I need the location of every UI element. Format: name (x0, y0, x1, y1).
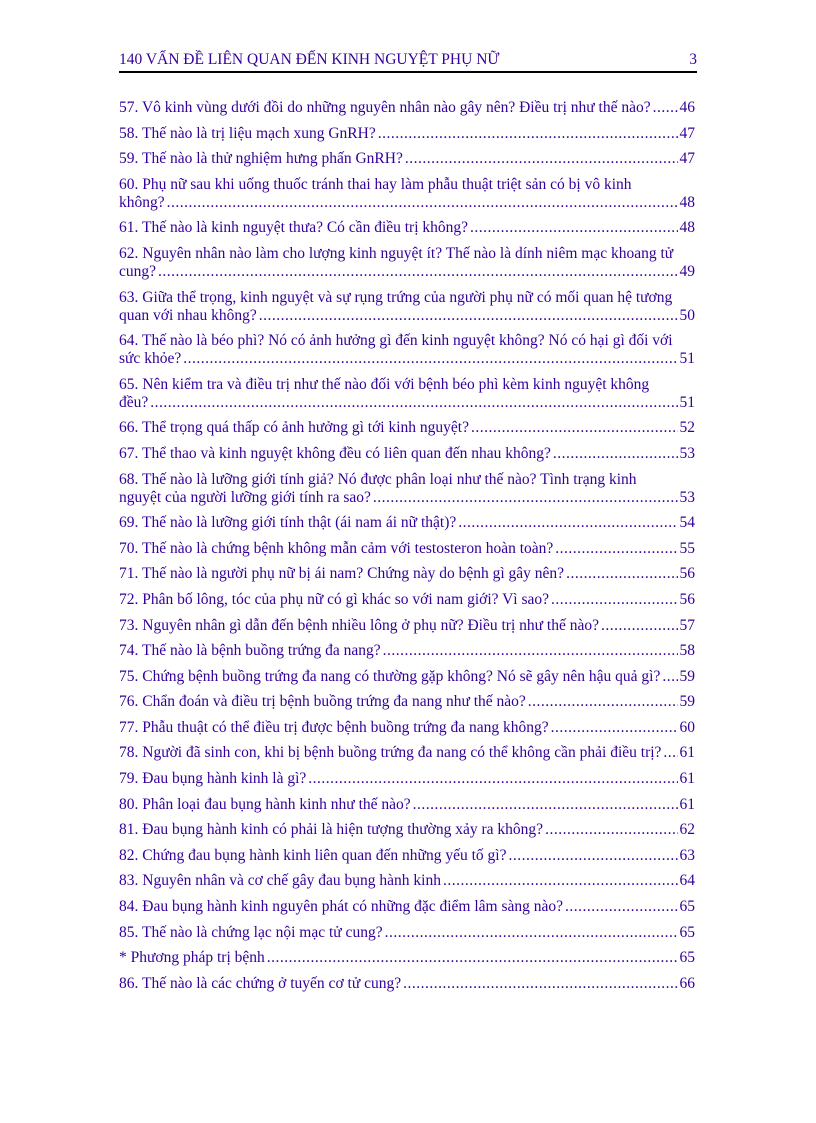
toc-entry-row (119, 489, 695, 507)
toc-entry-row (119, 350, 695, 368)
toc-entry-page-number: 61 (679, 744, 695, 762)
toc-entry-row (119, 872, 695, 890)
dot-leader (150, 394, 677, 412)
dot-leader (545, 821, 677, 839)
dot-leader (458, 514, 677, 532)
toc-entry[interactable] (119, 821, 695, 839)
toc-entry-row (119, 591, 695, 609)
dot-leader (403, 975, 677, 993)
toc-entry-title-line: 68. Thế nào là lưỡng giới tính giả? Nó được phân loại như thế nào? Tình trạng kinh (119, 470, 637, 488)
dot-leader (413, 796, 678, 814)
toc-entry-title: không? (119, 193, 165, 211)
toc-entry-page-number: 63 (679, 846, 695, 864)
dot-leader (566, 565, 677, 583)
toc-entry[interactable] (119, 332, 695, 368)
toc-entry-page-number: 59 (679, 693, 695, 711)
toc-entry[interactable] (119, 642, 695, 660)
toc-entry-title: 67. Thể thao và kinh nguyệt không đều có liên quan đến nhau không? (119, 444, 551, 462)
toc-entry[interactable] (119, 565, 695, 583)
dot-leader (167, 194, 678, 212)
toc-entry-title: 72. Phân bố lông, tóc của phụ nữ có gì khác so với nam giới? Vì sao? (119, 590, 550, 608)
toc-entry-title: 70. Thế nào là chứng bệnh không mẫn cảm với testosteron hoàn toàn? (119, 539, 554, 557)
toc-entry[interactable] (119, 872, 695, 890)
dot-leader (653, 99, 678, 117)
toc-entry-page-number: 52 (679, 419, 695, 437)
dot-leader (385, 924, 678, 942)
toc-entry-row (119, 949, 695, 967)
toc-entry[interactable] (119, 975, 695, 993)
toc-entry-title: 78. Người đã sinh con, khi bị bệnh buồng trứng đa nang có thể không cần phải điều trị? (119, 744, 662, 762)
toc-entry-page-number: 49 (679, 262, 695, 280)
toc-entry-page-number: 46 (679, 99, 695, 116)
toc-entry-title: 75. Chứng bệnh buồng trứng đa nang có thường gặp không? Nó sẽ gây nên hậu quả gì? (119, 667, 661, 685)
toc-entry[interactable] (119, 445, 695, 463)
toc-entry-row (119, 150, 695, 168)
dot-leader (528, 693, 678, 711)
table-of-contents (119, 99, 695, 1000)
dot-leader (383, 642, 678, 660)
toc-entry[interactable] (119, 924, 695, 942)
dot-leader (308, 770, 677, 788)
toc-entry-row (119, 394, 695, 412)
page-header (119, 50, 697, 73)
toc-entry[interactable] (119, 796, 695, 814)
toc-entry-title: 83. Nguyên nhân và cơ chế gây đau bụng hành kinh (119, 872, 441, 890)
toc-entry[interactable] (119, 471, 695, 507)
toc-entry-row (119, 693, 695, 711)
toc-entry-page-number: 48 (679, 219, 695, 237)
toc-entry-row (119, 445, 695, 463)
toc-entry-page-number: 53 (679, 488, 695, 506)
toc-entry-page-number: 48 (679, 193, 695, 211)
toc-entry[interactable] (119, 125, 695, 143)
dot-leader (555, 540, 677, 558)
header-title: 140 VẤN ĐỀ LIÊN QUAN ĐẾN KINH NGUYỆT PHỤ NỮ (119, 51, 500, 68)
dot-leader (551, 591, 677, 609)
toc-entry[interactable] (119, 540, 695, 558)
dot-leader (158, 263, 677, 281)
toc-entry-page-number: 51 (679, 350, 695, 368)
toc-entry-title: 66. Thể trọng quá thấp có ảnh hưởng gì tới kinh nguyệt? (119, 419, 469, 437)
toc-entry[interactable] (119, 693, 695, 711)
toc-entry-title: quan với nhau không? (119, 306, 257, 324)
dot-leader (470, 219, 677, 237)
toc-entry[interactable] (119, 150, 695, 168)
toc-entry-page-number: 50 (679, 306, 695, 324)
toc-entry-title: 58. Thế nào là trị liệu mạch xung GnRH? (119, 124, 376, 142)
toc-entry-page-number: 58 (679, 642, 695, 660)
dot-leader (601, 617, 678, 635)
toc-entry-page-number: 64 (679, 872, 695, 890)
toc-entry-page-number: 57 (679, 616, 695, 634)
toc-entry-page-number: 56 (679, 565, 695, 583)
toc-entry-row (119, 99, 695, 117)
toc-entry-row (119, 975, 695, 993)
toc-entry-page-number: 55 (679, 539, 695, 557)
toc-entry[interactable] (119, 99, 695, 117)
toc-entry-page-number: 62 (679, 821, 695, 839)
toc-entry-title: 73. Nguyên nhân gì dẫn đến bệnh nhiều lông ở phụ nữ? Điều trị như thế nào? (119, 616, 599, 634)
toc-entry-row (119, 642, 695, 660)
dot-leader (551, 719, 678, 737)
toc-entry-row (119, 307, 695, 325)
toc-entry-title: 84. Đau bụng hành kinh nguyên phát có những đặc điểm lâm sàng nào? (119, 898, 564, 916)
toc-entry-row (119, 125, 695, 143)
toc-entry-title: 69. Thế nào là lưỡng giới tính thật (ái nam ái nữ thật)? (119, 514, 457, 532)
toc-entry[interactable] (119, 898, 695, 916)
toc-entry-row (119, 770, 695, 788)
dot-leader (471, 419, 678, 437)
toc-entry-page-number: 51 (679, 393, 695, 411)
toc-entry-title: 81. Đau bụng hành kinh có phải là hiện tượng thường xảy ra không? (119, 821, 544, 839)
toc-entry-title-line: 64. Thế nào là béo phì? Nó có ảnh hưởng gì đến kinh nguyệt không? Nó có hại gì đối với (119, 332, 673, 350)
toc-entry-row (119, 194, 695, 212)
toc-entry-title: cung? (119, 262, 157, 280)
toc-entry-row (119, 565, 695, 583)
dot-leader (183, 350, 677, 368)
toc-entry-title: 85. Thế nào là chứng lạc nội mạc tử cung? (119, 923, 383, 941)
toc-entry-title: 82. Chứng đau bụng hành kinh liên quan đến những yếu tố gì? (119, 846, 507, 864)
toc-entry[interactable] (119, 245, 695, 281)
toc-entry-title: đều? (119, 393, 149, 411)
toc-entry[interactable] (119, 376, 695, 412)
toc-entry-title: 80. Phân loại đau bụng hành kinh như thế nào? (119, 795, 411, 813)
toc-entry-row (119, 847, 695, 865)
dot-leader (508, 847, 677, 865)
dot-leader (443, 872, 678, 890)
toc-entry-page-number: 60 (679, 718, 695, 736)
dot-leader (267, 949, 678, 967)
toc-entry-row (119, 219, 695, 237)
toc-entry-title-line: 60. Phụ nữ sau khi uống thuốc tránh thai hay làm phẫu thuật triệt sản có bị vô kinh (119, 175, 632, 193)
toc-entry-row (119, 744, 695, 762)
toc-entry-title-line: 62. Nguyên nhân nào làm cho lượng kinh nguyệt ít? Thế nào là dính niêm mạc khoang tử (119, 244, 674, 262)
toc-entry-title: 77. Phẫu thuật có thể điều trị được bệnh buồng trứng đa nang không? (119, 718, 549, 736)
toc-entry-page-number: 65 (679, 949, 695, 967)
dot-leader (662, 668, 677, 686)
toc-entry-title-line: 63. Giữa thể trọng, kinh nguyệt và sự rụng trứng của người phụ nữ có mối quan hệ tương (119, 288, 673, 306)
toc-entry[interactable] (119, 668, 695, 686)
toc-entry-title: 74. Thế nào là bệnh buồng trứng đa nang? (119, 642, 381, 660)
toc-entry-title: 57. Vô kinh vùng dưới đồi do những nguyên nhân nào gây nên? Điều trị như thế nào? (119, 99, 651, 116)
toc-entry[interactable] (119, 289, 695, 325)
toc-entry[interactable] (119, 617, 695, 635)
toc-entry[interactable] (119, 591, 695, 609)
toc-entry-title: 86. Thế nào là các chứng ở tuyến cơ tử cung? (119, 974, 402, 992)
toc-entry-page-number: 53 (679, 444, 695, 462)
toc-entry-title: 76. Chẩn đoán và điều trị bệnh buồng trứng đa nang như thế nào? (119, 693, 526, 711)
toc-entry[interactable] (119, 719, 695, 737)
toc-entry-row (119, 924, 695, 942)
toc-entry-title: 71. Thế nào là người phụ nữ bị ái nam? Chứng này do bệnh gì gây nên? (119, 565, 565, 583)
toc-entry-row (119, 617, 695, 635)
toc-entry-page-number: 61 (679, 770, 695, 788)
toc-entry-title: 59. Thế nào là thử nghiệm hưng phấn GnRH? (119, 150, 403, 168)
toc-entry[interactable] (119, 419, 695, 437)
toc-entry-row (119, 898, 695, 916)
toc-entry-title: sức khỏe? (119, 350, 182, 368)
toc-entry-page-number: 65 (679, 923, 695, 941)
toc-entry[interactable] (119, 176, 695, 212)
toc-entry-page-number: 61 (679, 795, 695, 813)
toc-entry-row (119, 821, 695, 839)
toc-entry-page-number: 66 (679, 974, 695, 992)
dot-leader (553, 445, 678, 463)
toc-entry-row (119, 540, 695, 558)
toc-entry-row (119, 796, 695, 814)
toc-entry-title: nguyệt của người lưỡng giới tính ra sao? (119, 488, 371, 506)
dot-leader (259, 307, 678, 325)
toc-entry[interactable] (119, 770, 695, 788)
toc-entry-row (119, 719, 695, 737)
toc-entry-title: 61. Thế nào là kinh nguyệt thưa? Có cần điều trị không? (119, 219, 469, 237)
toc-entry-title: 79. Đau bụng hành kinh là gì? (119, 770, 307, 788)
toc-entry-page-number: 59 (679, 667, 695, 685)
toc-entry[interactable] (119, 514, 695, 532)
toc-entry-title: * Phương pháp trị bệnh (119, 949, 265, 967)
toc-entry-row (119, 668, 695, 686)
dot-leader (373, 489, 678, 507)
dot-leader (405, 150, 678, 168)
header-page-number: 3 (689, 51, 697, 68)
toc-entry-page-number: 54 (679, 514, 695, 532)
toc-entry[interactable] (119, 219, 695, 237)
toc-entry[interactable] (119, 949, 695, 967)
toc-entry[interactable] (119, 847, 695, 865)
toc-entry-row (119, 514, 695, 532)
toc-entry-row (119, 263, 695, 281)
dot-leader (663, 744, 677, 762)
toc-entry-page-number: 65 (679, 898, 695, 916)
toc-entry-row (119, 419, 695, 437)
toc-entry-title-line: 65. Nên kiểm tra và điều trị như thế nào đối với bệnh béo phì kèm kinh nguyệt không (119, 375, 650, 393)
toc-entry-page-number: 56 (679, 590, 695, 608)
dot-leader (378, 125, 678, 143)
toc-entry-page-number: 47 (679, 124, 695, 142)
dot-leader (565, 898, 677, 916)
toc-entry[interactable] (119, 744, 695, 762)
toc-entry-page-number: 47 (679, 150, 695, 168)
